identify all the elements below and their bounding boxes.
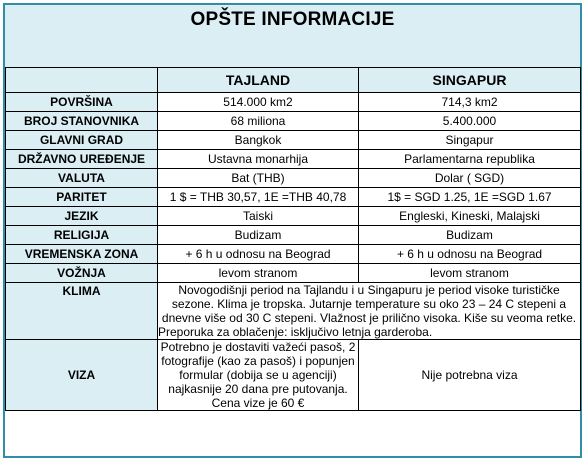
table-row (6, 245, 581, 264)
visa-singapur: Nije potrebna viza (359, 340, 581, 411)
cell-tajland: + 6 h u odnosu na Beograd (158, 245, 359, 264)
visa-row (6, 340, 581, 411)
cell-tajland: Taiski (158, 207, 359, 226)
cell-tajland: 68 miliona (158, 112, 359, 131)
cell-singapur: 5.400.000 (359, 112, 581, 131)
cell-singapur: 714,3 km2 (359, 93, 581, 112)
table-row (6, 207, 581, 226)
table-row (6, 112, 581, 131)
cell-tajland: 1 $ = THB 30,57, 1E =THB 40,78 (158, 188, 359, 207)
table-row (6, 226, 581, 245)
cell-singapur: Engleski, Kineski, Malajski (359, 207, 581, 226)
header-label-cell (6, 68, 158, 93)
row-label: VOŽNJA (6, 264, 158, 283)
cell-tajland: Bat (THB) (158, 169, 359, 188)
row-label: PARITET (6, 188, 158, 207)
climate-label: KLIMA (6, 283, 158, 340)
cell-tajland: Bangkok (158, 131, 359, 150)
cell-tajland: Budizam (158, 226, 359, 245)
table-row (6, 169, 581, 188)
cell-singapur: + 6 h u odnosu na Beograd (359, 245, 581, 264)
page-title: OPŠTE INFORMACIJE (190, 9, 395, 30)
cell-singapur: Singapur (359, 131, 581, 150)
info-sheet (3, 3, 582, 458)
cell-tajland: levom stranom (158, 264, 359, 283)
row-label: POVRŠINA (6, 93, 158, 112)
row-label: DRŽAVNO UREĐENJE (6, 150, 158, 169)
row-label: BROJ STANOVNIKA (6, 112, 158, 131)
row-label: VALUTA (6, 169, 158, 188)
row-label: JEZIK (6, 207, 158, 226)
cell-singapur: levom stranom (359, 264, 581, 283)
table-header-row (6, 68, 581, 93)
table-row (6, 150, 581, 169)
row-label: RELIGIJA (6, 226, 158, 245)
row-label: VREMENSKA ZONA (6, 245, 158, 264)
cell-tajland: 514.000 km2 (158, 93, 359, 112)
table-row (6, 188, 581, 207)
row-label: GLAVNI GRAD (6, 131, 158, 150)
climate-text: Novogodišnji period na Tajlandu i u Singapuru je period visoke turističke sezone. Klima je tropska. Jutarnje temperature su oko 23 – 24 C stepeni a dnevne više od 30 C stepeni. Vlažnost je prilično visoka. Kiše su veoma retke. Preporuka za oblačenje: isključivo letnja garderoba. (158, 283, 581, 340)
cell-singapur: Budizam (359, 226, 581, 245)
header-singapur: SINGAPUR (359, 68, 581, 93)
cell-singapur: 1$ = SGD 1.25, 1E =SGD 1.67 (359, 188, 581, 207)
table-row (6, 264, 581, 283)
climate-row (6, 283, 581, 340)
table-row (6, 93, 581, 112)
visa-tajland: Potrebno je dostaviti važeći pasoš, 2 fotografije (kao za pasoš) i popunjen formular (dobija se u agenciji) najkasnije 20 dana pre putovanja. Cena vize je 60 € (158, 340, 359, 411)
header-tajland: TAJLAND (158, 68, 359, 93)
cell-tajland: Ustavna monarhija (158, 150, 359, 169)
visa-label: VIZA (6, 340, 158, 411)
title-band (5, 5, 580, 68)
info-table (5, 67, 581, 411)
cell-singapur: Dolar ( SGD) (359, 169, 581, 188)
cell-singapur: Parlamentarna republika (359, 150, 581, 169)
table-row (6, 131, 581, 150)
